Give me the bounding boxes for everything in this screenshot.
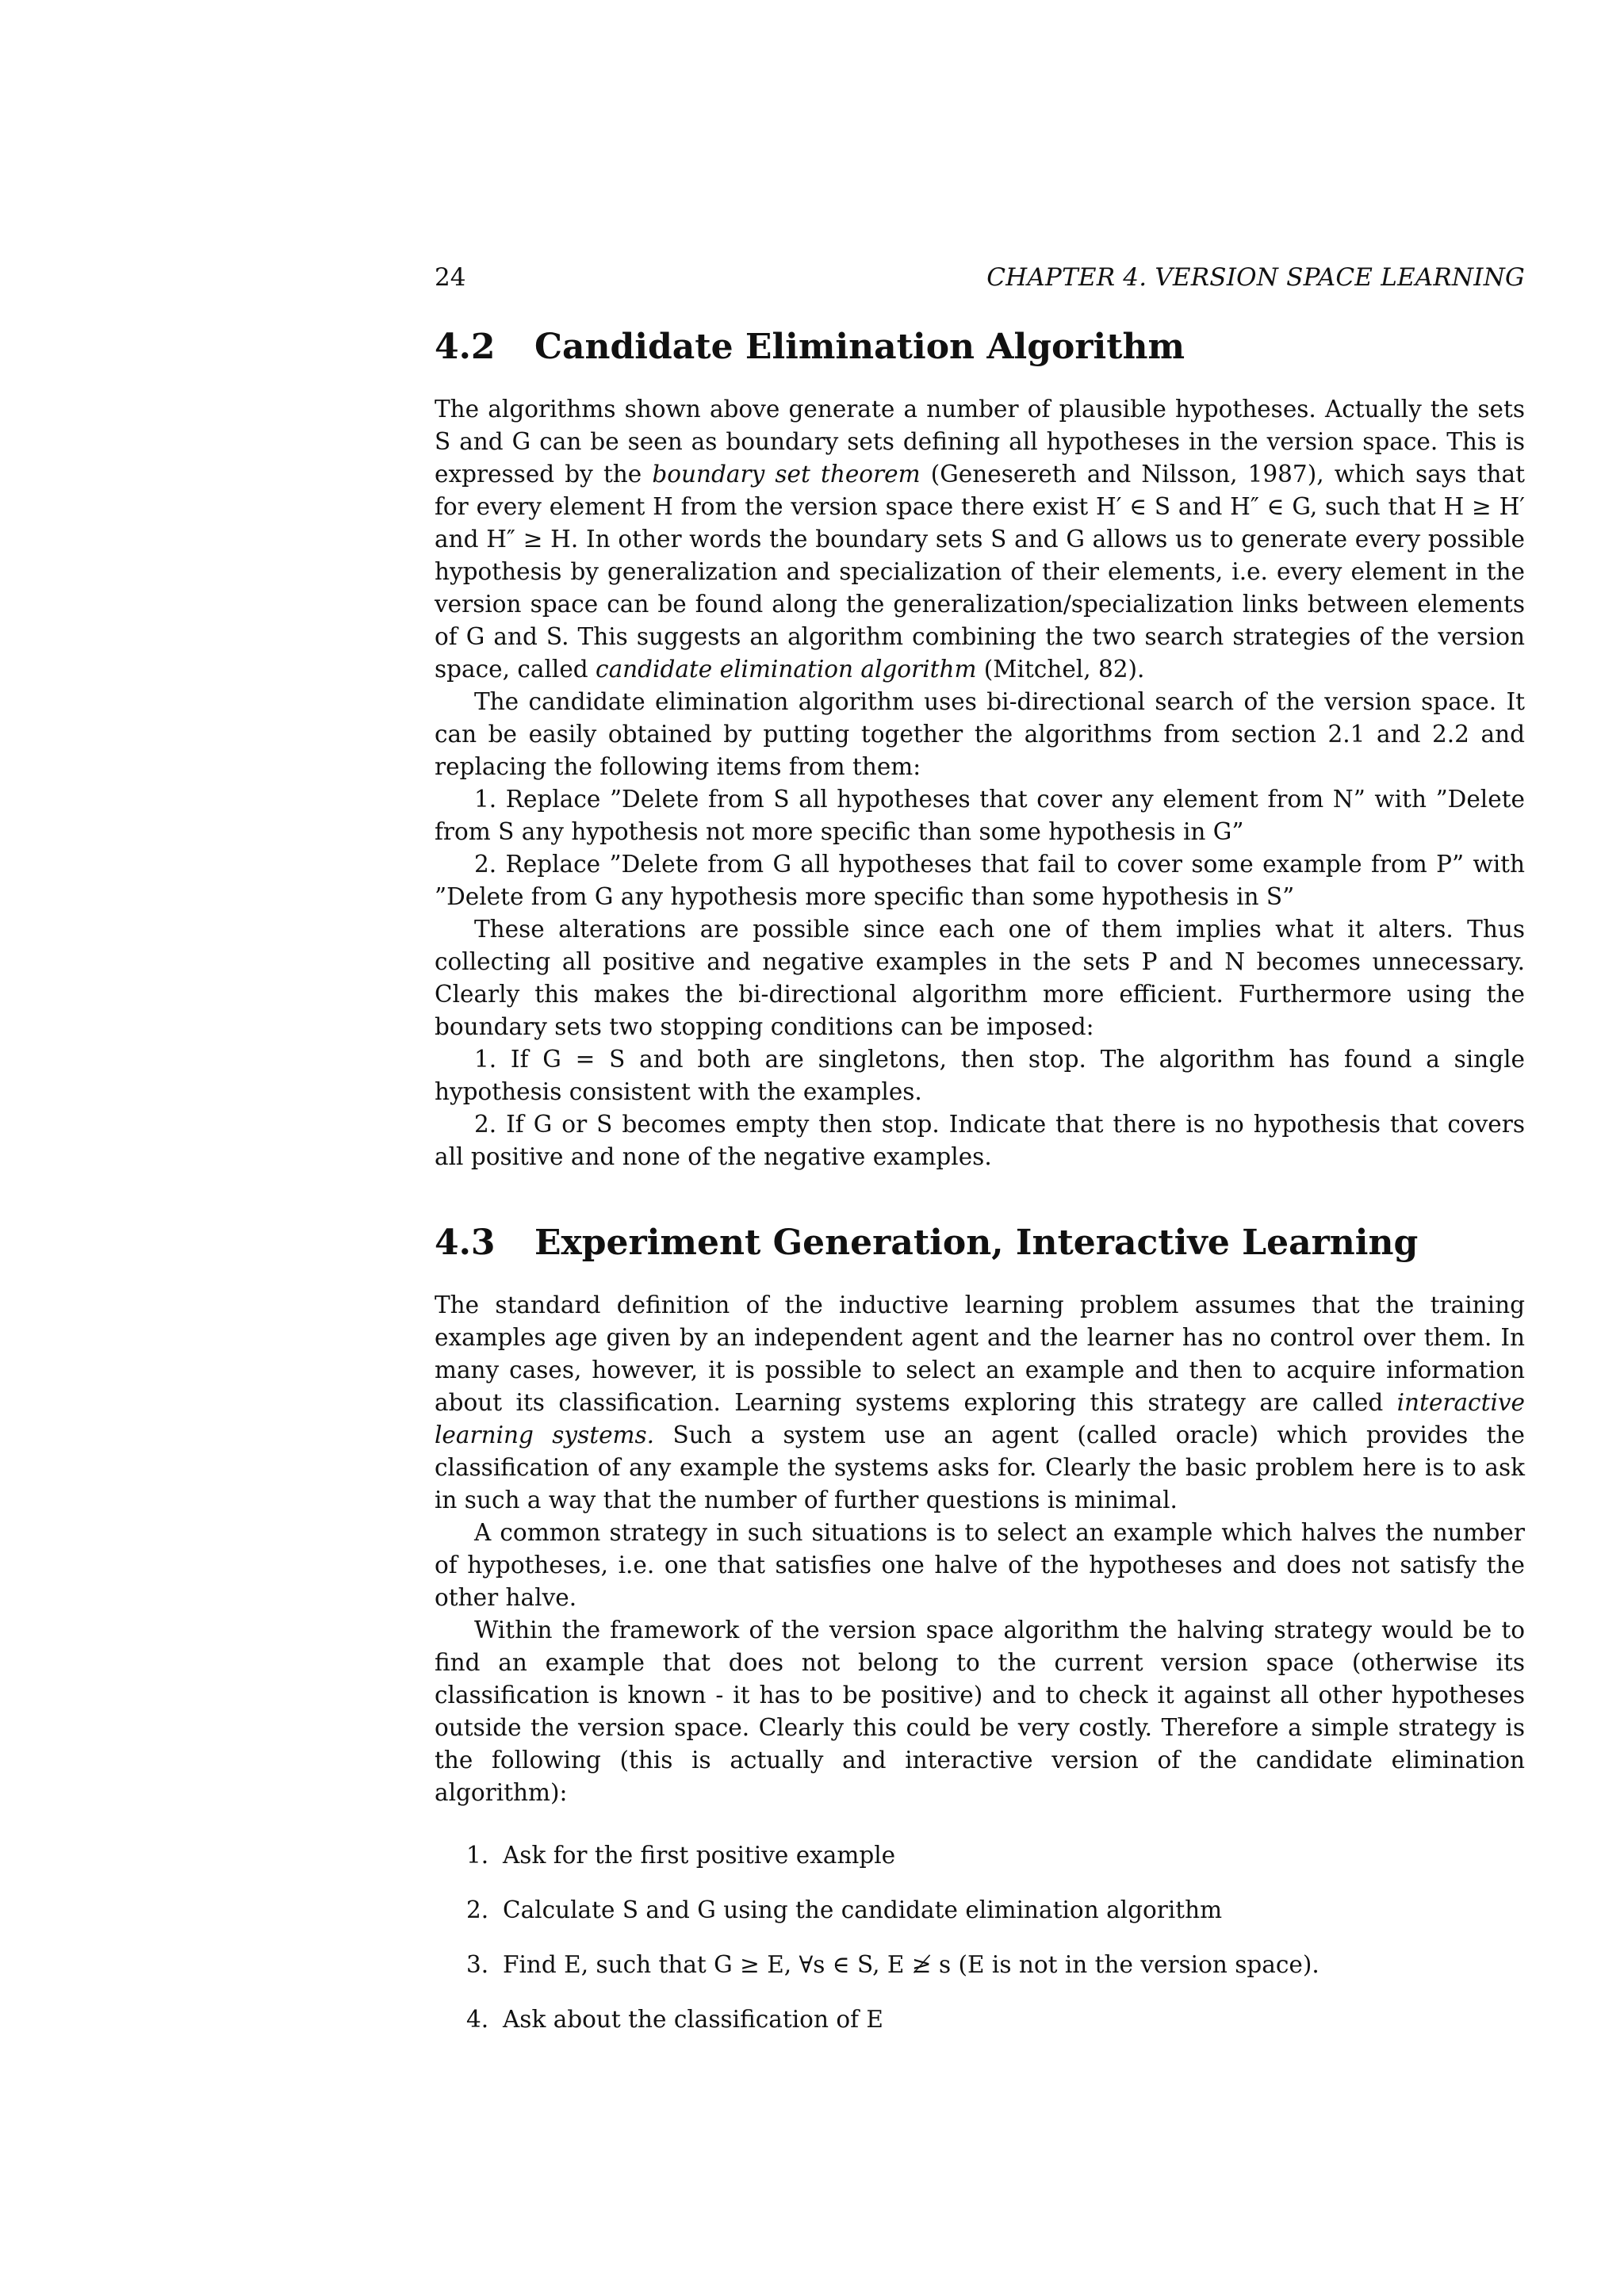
- paragraph: [435, 393, 1525, 686]
- text-run: (Mitchel, 82).: [976, 656, 1145, 683]
- emphasis-term: candidate elimination algorithm: [596, 656, 977, 683]
- section-heading: [435, 325, 1525, 369]
- list-text: Find E, such that G ≥ E, ∀s ∈ S, E ≱ s (E is not in the version space).: [503, 1951, 1320, 1978]
- algorithm-steps: [435, 1839, 1525, 2036]
- stopping-condition-2: 2. If G or S becomes empty then stop. Indicate that there is no hypothesis that covers all positive and none of the negative examples.: [435, 1111, 1525, 1170]
- section-title: Candidate Elimination Algorithm: [534, 327, 1185, 367]
- stopping-condition-1: 1. If G = S and both are singletons, then stop. The algorithm has found a single hypothesis consistent with the examples.: [435, 1046, 1525, 1105]
- list-item: [435, 1839, 1525, 1872]
- chapter-title: CHAPTER 4. VERSION SPACE LEARNING: [986, 263, 1525, 292]
- text-run: The algorithms shown above generate a number of plausible hypotheses. Actually the sets S and G can be seen as boundary sets defining all hypotheses in the version space. This is expressed by the: [435, 396, 1525, 488]
- list-text: Calculate S and G using the candidate elimination algorithm: [503, 1896, 1223, 1923]
- section-title: Experiment Generation, Interactive Learning: [534, 1223, 1419, 1263]
- section-number: 4.3: [435, 1223, 496, 1263]
- list-text: Ask about the classification of E: [503, 2006, 883, 2033]
- text-run: Such a system use an agent (called oracle) which provides the classification of any example the systems asks for. Clearly the basic problem here is to ask in such a way that the number of further questions is minimal.: [435, 1422, 1525, 1513]
- page-number: 24: [435, 263, 466, 292]
- replacement-item-2: 2. Replace ”Delete from G all hypotheses that fail to cover some example from P” with ”Delete from G any hypothesis more specific than some hypothesis in S”: [435, 851, 1525, 910]
- list-number: 1.: [466, 1842, 489, 1869]
- emphasis-term: boundary set theorem: [652, 461, 921, 488]
- section-number: 4.2: [435, 327, 496, 367]
- list-number: 3.: [466, 1951, 489, 1978]
- list-item: [435, 1949, 1525, 1981]
- replacement-item-1: 1. Replace ”Delete from S all hypotheses that cover any element from N” with ”Delete from S any hypothesis not more specific than some hypothesis in G”: [435, 786, 1525, 845]
- paragraph: Within the framework of the version space algorithm the halving strategy would be to find an example that does not belong to the current version space (otherwise its classification is known - it has to be positive) and to check it against all other hypotheses outside the version space. Clearly this could be very costly. Therefore a simple strategy is the following (this is actually and interactive version of the candidate elimination algorithm):: [435, 1617, 1525, 1806]
- list-number: 2.: [466, 1896, 489, 1923]
- section-4-3: [435, 1221, 1525, 2036]
- paragraph: A common strategy in such situations is to select an example which halves the number of hypotheses, i.e. one that satisfies one halve of the hypotheses and does not satisfy the other halve.: [435, 1519, 1525, 1611]
- document-page: [435, 262, 1525, 2058]
- list-text: Ask for the first positive example: [503, 1842, 896, 1869]
- paragraph: The candidate elimination algorithm uses bi-directional search of the version space. It can be easily obtained by putting together the algorithms from section 2.1 and 2.2 and replacing the following items from them:: [435, 688, 1525, 780]
- section-heading: [435, 1221, 1525, 1265]
- paragraph: [435, 1289, 1525, 1517]
- running-head: [435, 262, 1525, 293]
- section-4-2: [435, 325, 1525, 1173]
- emphasis-term: interactive learning systems.: [435, 1389, 1525, 1448]
- list-item: [435, 2003, 1525, 2036]
- paragraph: These alterations are possible since each one of them implies what it alters. Thus collecting all positive and negative examples in the sets P and N becomes unnecessary. Clearly this makes the bi-directional algorithm more efficient. Furthermore using the boundary sets two stopping conditions can be imposed:: [435, 916, 1525, 1040]
- text-run: The standard definition of the inductive learning problem assumes that the training examples age given by an independent agent and the learner has no control over them. In many cases, however, it is possible to select an example and then to acquire information about its classification. Learning systems exploring this strategy are called: [435, 1292, 1525, 1416]
- list-number: 4.: [466, 2006, 489, 2033]
- list-item: [435, 1894, 1525, 1927]
- text-run: (Genesereth and Nilsson, 1987), which says that for every element H from the version space there exist H′ ∈ S and H″ ∈ G, such that H ≥ H′ and H″ ≥ H. In other words the boundary sets S and G allows us to generate every possible hypothesis by generalization and specialization of their elements, i.e. every element in the version space can be found along the generalization/specialization links between elements of G and S. This suggests an algorithm combining the two search strategies of the version space, called: [435, 461, 1525, 683]
